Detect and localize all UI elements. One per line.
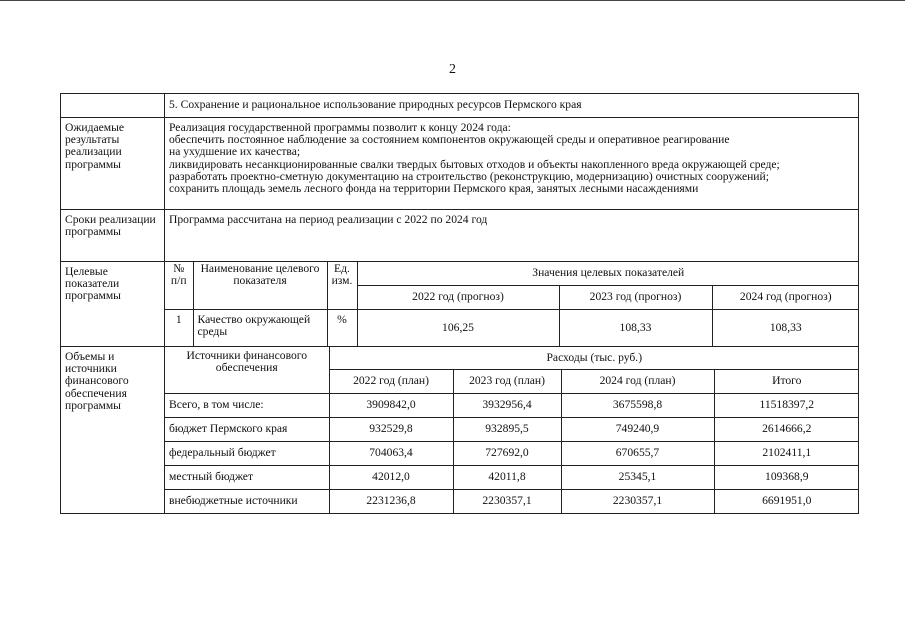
finance-value: 109368,9 [714, 465, 859, 489]
finance-row [61, 347, 859, 514]
finance-value: 3932956,4 [453, 393, 561, 417]
terms-text: Программа рассчитана на период реализации с 2022 по 2024 год [165, 210, 859, 262]
targets-year-header: 2024 год (прогноз) [712, 285, 859, 309]
expected-results-line: сохранить площадь земель лесного фонда на территории Пермского края, занятых лесными насаждениями [169, 182, 699, 196]
finance-value: 2230357,1 [453, 489, 561, 513]
finance-value: 727692,0 [453, 441, 561, 465]
expected-results-line: Реализация государственной программы позволит к концу 2024 года: [169, 121, 511, 134]
finance-col-header: Итого [714, 369, 859, 393]
expected-results-label: Ожидаемые результаты реализации программы [61, 118, 165, 210]
targets-data-row [165, 309, 859, 346]
targets-row-num: 1 [165, 309, 193, 346]
targets-year-header: 2022 год (прогноз) [357, 285, 559, 309]
targets-table [165, 262, 859, 346]
finance-label: Объемы и источники финансового обеспечения программы [61, 347, 165, 514]
targets-name-header: Наименование целевого показателя [193, 262, 327, 309]
finance-value: 749240,9 [561, 417, 714, 441]
finance-source-header: Источники финансового обеспечения [165, 347, 329, 393]
expected-results-text [165, 118, 859, 210]
finance-value: 704063,4 [329, 441, 453, 465]
finance-data-row [165, 465, 859, 489]
finance-value: 2614666,2 [714, 417, 859, 441]
targets-unit-header: Ед. изм. [327, 262, 357, 309]
targets-row-value: 106,25 [357, 309, 559, 346]
targets-row-name: Качество окружающей среды [193, 309, 327, 346]
targets-row-unit: % [327, 309, 357, 346]
finance-source: бюджет Пермского края [165, 417, 329, 441]
finance-source: внебюджетные источники [165, 489, 329, 513]
finance-header-row [165, 347, 859, 369]
finance-source: Всего, в том числе: [165, 393, 329, 417]
finance-col-header: 2024 год (план) [561, 369, 714, 393]
finance-source: федеральный бюджет [165, 441, 329, 465]
expected-results-row [61, 118, 859, 210]
finance-value: 6691951,0 [714, 489, 859, 513]
finance-value: 932895,5 [453, 417, 561, 441]
page-number: 2 [449, 62, 456, 77]
finance-value: 932529,8 [329, 417, 453, 441]
finance-value: 2102411,1 [714, 441, 859, 465]
targets-row-value: 108,33 [712, 309, 859, 346]
section-title-row [61, 94, 859, 118]
expected-results-line: на ухудшение их качества; [169, 145, 301, 159]
targets-label: Целевые показатели программы [61, 262, 165, 347]
finance-col-header: 2023 год (план) [453, 369, 561, 393]
section-title: 5. Сохранение и рациональное использование природных ресурсов Пермского края [165, 94, 859, 118]
finance-value: 3909842,0 [329, 393, 453, 417]
finance-table [165, 347, 859, 513]
finance-value: 670655,7 [561, 441, 714, 465]
finance-cell [165, 347, 859, 514]
finance-value: 25345,1 [561, 465, 714, 489]
finance-data-row [165, 417, 859, 441]
finance-expenses-header: Расходы (тыс. руб.) [329, 347, 859, 369]
expected-results-line: обеспечить постоянное наблюдение за состоянием компонентов окружающей среды и оперативное реагирование [169, 133, 730, 147]
terms-row [61, 210, 859, 262]
terms-label: Сроки реализации программы [61, 210, 165, 262]
finance-data-row [165, 441, 859, 465]
expected-results-line: разработать проектно-сметную документацию на строительство (реконструкцию, модернизацию) очистных сооружений; [169, 169, 769, 183]
targets-cell [165, 262, 859, 347]
finance-col-header: 2022 год (план) [329, 369, 453, 393]
empty-label-cell [61, 94, 165, 118]
targets-num-header: № п/п [165, 262, 193, 309]
targets-header-row [165, 262, 859, 285]
finance-value: 2230357,1 [561, 489, 714, 513]
finance-value: 42011,8 [453, 465, 561, 489]
finance-value: 11518397,2 [714, 393, 859, 417]
finance-data-row [165, 489, 859, 513]
targets-row [61, 262, 859, 347]
program-passport-table [60, 93, 859, 514]
targets-row-value: 108,33 [559, 309, 712, 346]
finance-value: 3675598,8 [561, 393, 714, 417]
finance-value: 42012,0 [329, 465, 453, 489]
expected-results-line: ликвидировать несанкционированные свалки твердых бытовых отходов и объекты накопленного вреда окружающей среде; [169, 157, 780, 171]
finance-source: местный бюджет [165, 465, 329, 489]
page-top-edge [0, 0, 905, 1]
finance-data-row [165, 393, 859, 417]
targets-values-header: Значения целевых показателей [357, 262, 859, 285]
finance-value: 2231236,8 [329, 489, 453, 513]
targets-year-header: 2023 год (прогноз) [559, 285, 712, 309]
